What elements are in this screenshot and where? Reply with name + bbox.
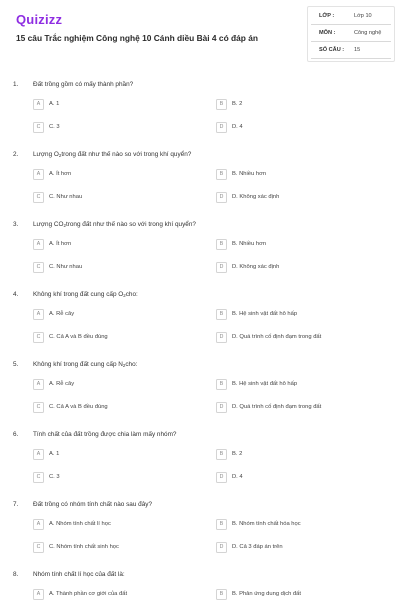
- option-letter-box: D: [216, 332, 227, 343]
- option-text: C. Nhóm tính chất sinh học: [49, 543, 119, 550]
- option-text: D. Quá trình cố định đạm trong đất: [232, 403, 322, 410]
- question-text: Đất trồng gồm có mấy thành phần?: [33, 81, 134, 88]
- question-text: Tính chất của đất trồng được chia làm mấy nhóm?: [33, 431, 177, 438]
- option-letter-box: C: [33, 472, 44, 483]
- option-text: A. 1: [49, 450, 60, 457]
- option-letter-box: C: [33, 192, 44, 203]
- question-number: 7.: [13, 501, 19, 508]
- option-letter-box: D: [216, 472, 227, 483]
- meta-value: Công nghệ: [354, 30, 382, 36]
- option-text: B. 2: [232, 100, 243, 107]
- option-text: C. Như nhau: [49, 263, 83, 270]
- option-text: A. Ít hơn: [49, 240, 72, 247]
- option-letter-box: A: [33, 379, 44, 390]
- option-text: A. Rễ cây: [49, 310, 75, 317]
- option-letter-box: A: [33, 169, 44, 180]
- meta-key: LỚP :: [319, 13, 335, 19]
- question-number: 1.: [13, 81, 19, 88]
- option-text: B. 2: [232, 450, 243, 457]
- option-text: B. Nhiều hơn: [232, 170, 267, 177]
- option-text: A. 1: [49, 100, 60, 107]
- option-letter-box: D: [216, 542, 227, 553]
- question-item: [0, 284, 400, 354]
- option-text: D. Không xác định: [232, 193, 280, 200]
- document-title: 15 câu Trắc nghiệm Công nghệ 10 Cánh diều Bài 4 có đáp án: [16, 33, 258, 43]
- option-letter-box: B: [216, 169, 227, 180]
- option-text: C. Cả A và B đều đúng: [49, 403, 108, 410]
- question-number: 6.: [13, 431, 19, 438]
- meta-row-count: [311, 44, 391, 59]
- question-number: 8.: [13, 571, 19, 578]
- meta-value: 15: [354, 47, 361, 53]
- option-letter-box: B: [216, 379, 227, 390]
- meta-info: [311, 10, 391, 61]
- option-text: D. 4: [232, 123, 243, 130]
- option-letter-box: B: [216, 519, 227, 530]
- option-letter-box: B: [216, 589, 227, 600]
- option-text: B. Nhóm tính chất hóa học: [232, 520, 301, 527]
- option-text: D. Cả 3 đáp án trên: [232, 543, 283, 550]
- question-text: Lượng $O_2trong$ đất như thế nào so với trong khí quyển?: [33, 151, 192, 158]
- question-list: [0, 74, 400, 600]
- meta-key: MÔN :: [319, 30, 336, 36]
- question-text: Không khí trong đất cung cấp $O_2cho$:: [33, 291, 138, 298]
- question-text: Lượng $CO_2trong$ đất như thế nào so với trong khí quyển?: [33, 221, 196, 228]
- option-text: B. Hệ sinh vật đất hô hấp: [232, 310, 298, 317]
- option-text: C. 3: [49, 123, 60, 130]
- question-item: [0, 144, 400, 214]
- option-letter-box: C: [33, 542, 44, 553]
- header: [0, 0, 400, 70]
- option-text: B. Hệ sinh vật đất hô hấp: [232, 380, 298, 387]
- option-text: B. Nhiều hơn: [232, 240, 267, 247]
- option-text: D. Quá trình cố định đạm trong đất: [232, 333, 322, 340]
- option-letter-box: C: [33, 262, 44, 273]
- question-item: [0, 354, 400, 424]
- question-item: [0, 494, 400, 564]
- question-text: Không khí trong đất cung cấp $N_2cho$:: [33, 361, 138, 368]
- question-number: 5.: [13, 361, 19, 368]
- option-letter-box: A: [33, 99, 44, 110]
- question-number: 4.: [13, 291, 19, 298]
- option-letter-box: C: [33, 122, 44, 133]
- option-text: B. Phản ứng dung dịch đất: [232, 590, 301, 597]
- option-letter-box: D: [216, 402, 227, 413]
- option-letter-box: C: [33, 402, 44, 413]
- quizizz-logo: Quizizz: [16, 12, 63, 27]
- meta-key: SỐ CÂU :: [319, 47, 345, 53]
- question-text: Nhóm tính chất lí học của đất là:: [33, 571, 125, 578]
- option-letter-box: D: [216, 192, 227, 203]
- option-text: C. Cả A và B đều đúng: [49, 333, 108, 340]
- question-number: 2.: [13, 151, 19, 158]
- question-item: [0, 74, 400, 144]
- option-text: D. 4: [232, 473, 243, 480]
- option-letter-box: B: [216, 449, 227, 460]
- option-letter-box: A: [33, 239, 44, 250]
- option-letter-box: B: [216, 309, 227, 320]
- question-item: [0, 214, 400, 284]
- option-letter-box: C: [33, 332, 44, 343]
- option-letter-box: B: [216, 99, 227, 110]
- question-item: [0, 564, 400, 600]
- option-letter-box: D: [216, 122, 227, 133]
- option-text: A. Rễ cây: [49, 380, 75, 387]
- question-number: 3.: [13, 221, 19, 228]
- meta-row-subject: [311, 27, 391, 42]
- option-letter-box: A: [33, 519, 44, 530]
- meta-row-class: [311, 10, 391, 25]
- option-text: C. 3: [49, 473, 60, 480]
- option-letter-box: A: [33, 309, 44, 320]
- option-letter-box: A: [33, 449, 44, 460]
- option-text: C. Như nhau: [49, 193, 83, 200]
- option-letter-box: D: [216, 262, 227, 273]
- option-text: D. Không xác định: [232, 263, 280, 270]
- option-letter-box: B: [216, 239, 227, 250]
- option-text: A. Thành phần cơ giới của đất: [49, 590, 128, 597]
- option-letter-box: A: [33, 589, 44, 600]
- option-text: A. Ít hơn: [49, 170, 72, 177]
- meta-value: Lớp 10: [354, 13, 372, 19]
- option-text: A. Nhóm tính chất lí học: [49, 520, 111, 527]
- question-item: [0, 424, 400, 494]
- question-text: Đất trồng có nhóm tính chất nào sau đây?: [33, 501, 153, 508]
